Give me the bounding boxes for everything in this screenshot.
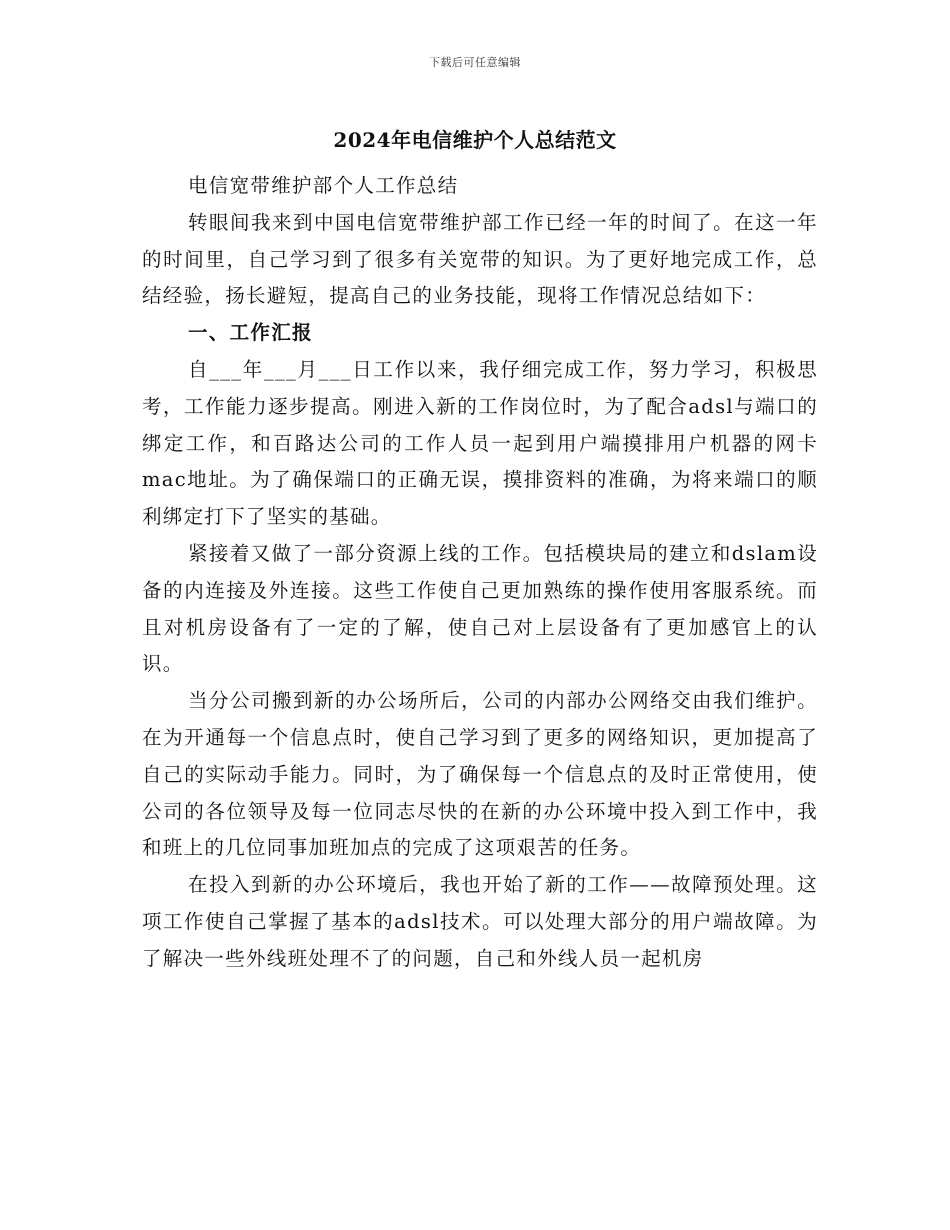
document-body xyxy=(142,168,818,978)
body-paragraph: 紧接着又做了一部分资源上线的工作。包括模块局的建立和dslam设备的内连接及外连接。这些工作使自己更加熟练的操作使用客服系统。而且对机房设备有了一定的了解，使自己对上层设备有了更加感官上的认识。 xyxy=(142,541,818,676)
section-heading: 一、工作汇报 xyxy=(188,321,313,345)
header-note: 下载后可任意编辑 xyxy=(429,56,521,69)
body-paragraph: 自___年___月___日工作以来，我仔细完成工作，努力学习，积极思考，工作能力逐步提高。刚进入新的工作岗位时，为了配合adsl与端口的绑定工作，和百路达公司的工作人员一起到用户端摸排用户机器的网卡mac地址。为了确保端口的正确无误，摸排资料的准确，为将来端口的顺利绑定打下了坚实的基础。 xyxy=(142,357,818,529)
intro-paragraph: 转眼间我来到中国电信宽带维护部工作已经一年的时间了。在这一年的时间里，自己学习到了很多有关宽带的知识。为了更好地完成工作，总结经验，扬长避短，提高自己的业务技能，现将工作情况总结如下： xyxy=(142,210,818,308)
subtitle-paragraph: 电信宽带维护部个人工作总结 xyxy=(188,174,459,197)
body-paragraph: 当分公司搬到新的办公场所后，公司的内部办公网络交由我们维护。在为开通每一个信息点时，使自己学习到了更多的网络知识，更加提高了自己的实际动手能力。同时，为了确保每一个信息点的及时正常使用，使公司的各位领导及每一位同志尽快的在新的办公环境中投入到工作中，我和班上的几位同事加班加点的完成了这项艰苦的任务。 xyxy=(142,689,818,860)
document-title: 2024年电信维护个人总结范文 xyxy=(333,128,617,152)
body-paragraph: 在投入到新的办公环境后，我也开始了新的工作——故障预处理。这项工作使自己掌握了基本的adsl技术。可以处理大部分的用户端故障。为了解决一些外线班处理不了的问题，自己和外线人员一起机房 xyxy=(142,873,818,970)
